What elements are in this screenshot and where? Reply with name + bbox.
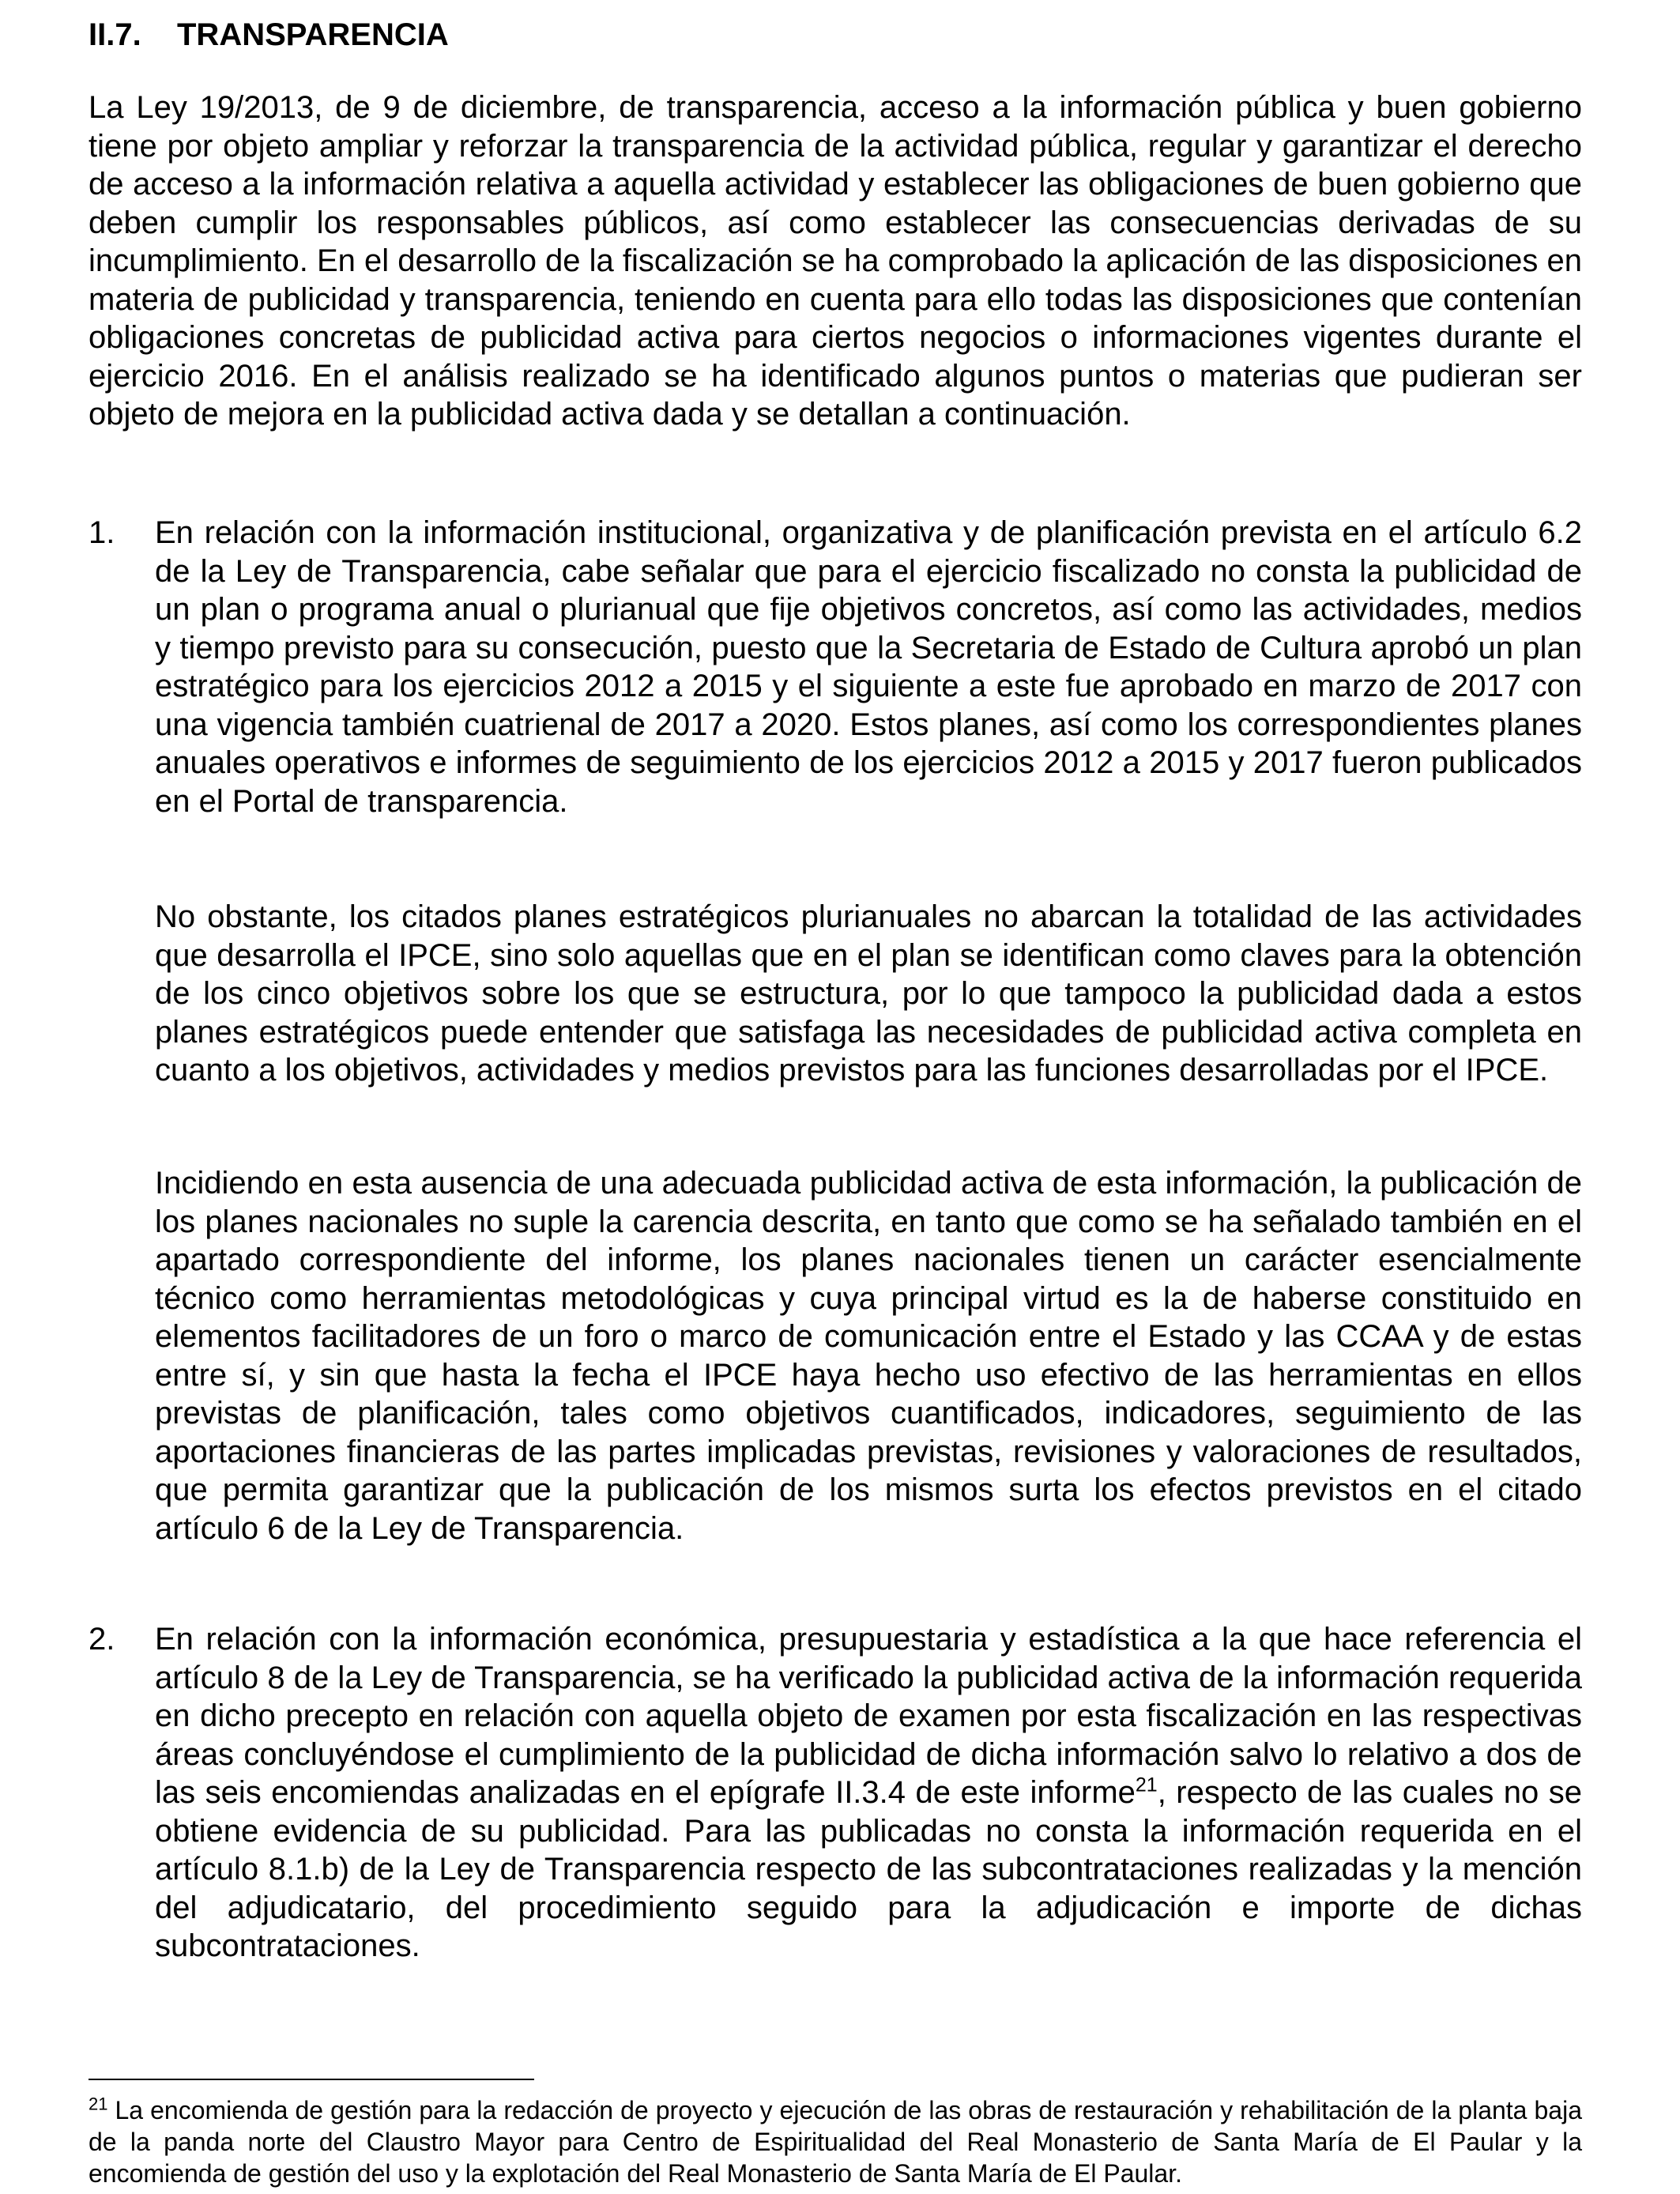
intro-paragraph: La Ley 19/2013, de 9 de diciembre, de transparencia, acceso a la información pública y buen gobierno tiene por objeto ampliar y reforzar la transparencia de la actividad pública, regular y garantizar el derecho de acceso a la información relativa a aquella actividad y establecer las obligaciones de buen gobierno que deben cumplir los responsables públicos, así como establecer las consecuencias derivadas de su incumplimiento. En el desarrollo de la fiscalización se ha comprobado la aplicación de las disposiciones en materia de publicidad y transparencia, teniendo en cuenta para ello todas las disposiciones que contenían obligaciones concretas de publicidad activa para ciertos negocios o informaciones vigentes durante el ejercicio 2016. En el análisis realizado se ha identificado algunos puntos o materias que pudieran ser objeto de mejora en la publicidad activa dada y se detallan a continuación. (89, 90, 1582, 432)
footnote-separator (89, 2079, 534, 2080)
list-item-text: En relación con la información institucional, organizativa y de planificación prevista en el artículo 6.2 de la Ley de Transparencia, cabe señalar que para el ejercicio fiscalizado no consta la publicidad de un plan o programa anual o plurianual que fije objetivos concretos, así como las actividades, medios y tiempo previsto para su consecución, puesto que la Secretaria de Estado de Cultura aprobó un plan estratégico para los ejercicios 2012 a 2015 y el siguiente a este fue aprobado en marzo de 2017 con una vigencia también cuatrienal de 2017 a 2020. Estos planes, así como los correspondientes planes anuales operativos e informes de seguimiento de los ejercicios 2012 a 2015 y 2017 fueron publicados en el Portal de transparencia. (155, 515, 1582, 819)
list-item-paragraph: No obstante, los citados planes estratégicos plurianuales no abarcan la totalidad de las actividades que desarrolla el IPCE, sino solo aquellas que en el plan se identifican como claves para la obtención de los cinco objetivos sobre los que se estructura, por lo que tampoco la publicidad dada a estos planes estratégicos puede entender que satisfaga las necesidades de publicidad activa completa en cuanto a los objetivos, actividades y medios previstos para las funciones desarrolladas por el IPCE. (155, 899, 1582, 1088)
list-item-text-end: , respecto de las cuales no se obtiene evidencia de su publicidad. Para las publicadas no consta la información requerida en el artículo 8.1.b) de la Ley de Transparencia respecto de las subcontrataciones realizadas y la mención del adjudicatario, del procedimiento seguido para la adjudicación e importe de dichas subcontrataciones. (155, 1775, 1582, 1963)
list-marker: 1. (89, 515, 115, 550)
list-marker: 2. (89, 1622, 115, 1657)
footnote (89, 2094, 1582, 2189)
list-item-paragraph: Incidiendo en esta ausencia de una adecuada publicidad activa de esta información, la publicación de los planes nacionales no suple la carencia descrita, en tanto que como se ha señalado también en el apartado correspondiente del informe, los planes nacionales tienen un carácter esencialmente técnico como herramientas metodológicas y cuya principal virtud es la de haberse constituido en elementos facilitadores de un foro o marco de comunicación entre el Estado y las CCAA y de estas entre sí, y sin que hasta la fecha el IPCE haya hecho uso efectivo de las herramientas en ellos previstas de planificación, tales como objetivos cuantificados, indicadores, seguimiento de las aportaciones financieras de las partes implicadas previstas, revisiones y valoraciones de resultados, que permita garantizar que la publicación de los mismos surta los efectos previstos en el citado artículo 6 de la Ley de Transparencia. (155, 1166, 1582, 1546)
list-item-text-start: En relación con la información económica, presupuestaria y estadística a la que hace referencia el artículo 8 de la Ley de Transparencia, se ha verificado la publicidad activa de la información requerida en dicho precepto en relación con aquella objeto de examen por esta fiscalización en las respectivas áreas concluyéndose el cumplimiento de la publicidad de dicha información salvo lo relativo a dos de las seis encomiendas analizadas en el epígrafe II.3.4 de este informe (155, 1622, 1582, 1810)
section-title: TRANSPARENCIA (177, 17, 449, 52)
footnote-text: La encomienda de gestión para la redacción de proyecto y ejecución de las obras de restauración y rehabilitación de la planta baja de la panda norte del Claustro Mayor para Centro de Espiritualidad del Real Monasterio de Santa María de El Paular y la encomienda de gestión del uso y la explotación del Real Monasterio de Santa María de El Paular. (89, 2096, 1582, 2188)
section-number: II.7. (89, 17, 141, 52)
footnote-number: 21 (89, 2094, 108, 2114)
footnote-reference: 21 (1135, 1774, 1158, 1796)
list-item-text (155, 1620, 1582, 1966)
section-heading (89, 13, 449, 57)
